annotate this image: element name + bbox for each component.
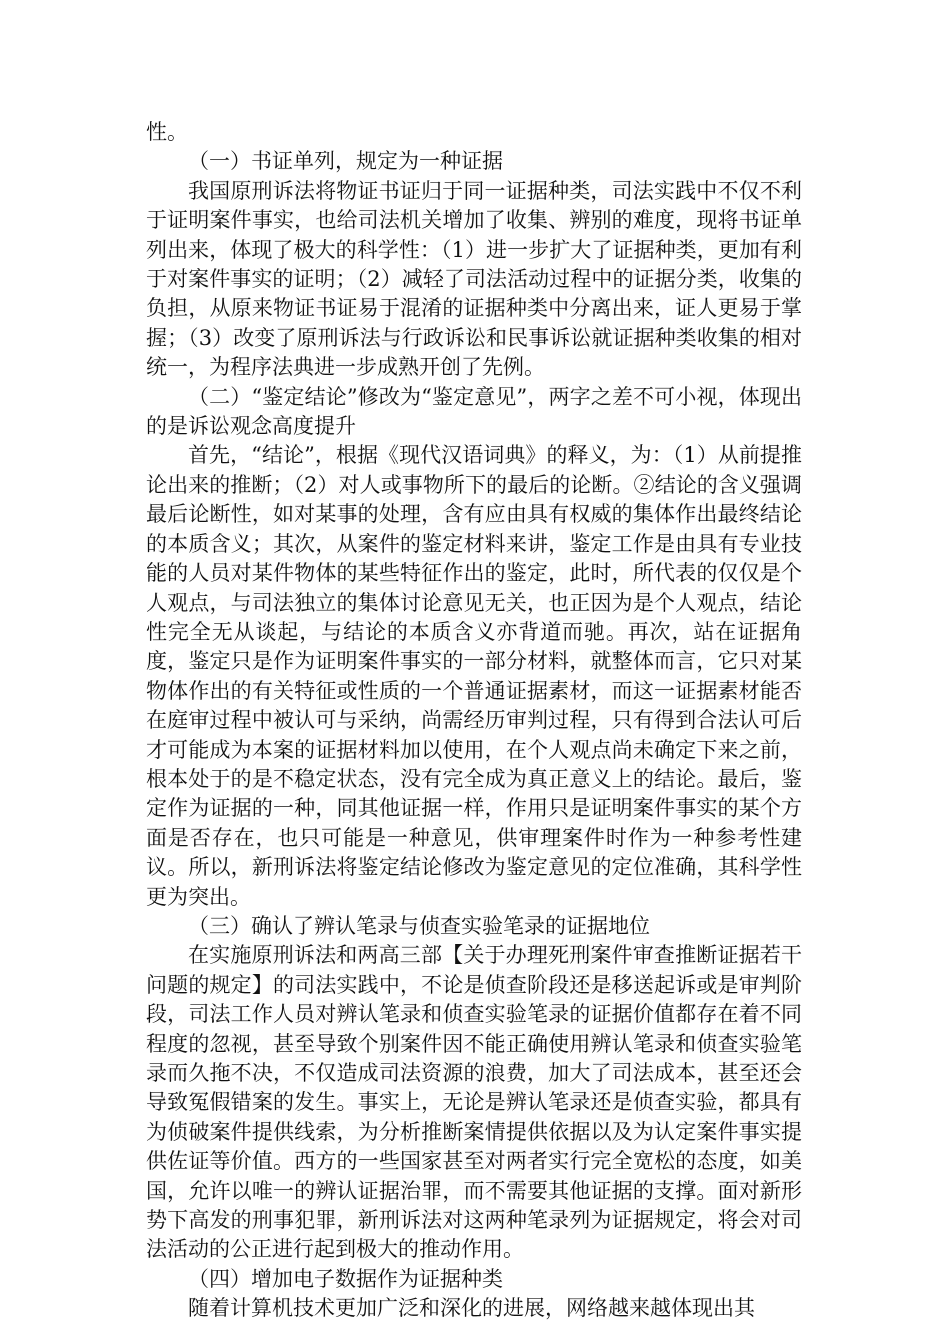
paragraph-3: 在实施原刑诉法和两高三部【关于办理死刑案件审查推断证据若干问题的规定】的司法实践中，不论是侦查阶段还是移送起诉或是审判阶段，司法工作人员对辨认笔录和侦查实验笔录的证据价值都存在着不同程度的忽视，甚至导致个别案件因不能正确使用辨认笔录和侦查实验笔录而久拖不决，不仅造成司法资源的浪费，加大了司法成本，甚至还会导致冤假错案的发生。事实上，无论是辨认笔录还是侦查实验，都具有为侦破案件提供线索，为分析推断案情提供依据以及为认定案件事实提供佐证等价值。西方的一些国家甚至对两者实行完全宽松的态度，如美国，允许以唯一的辨认证据治罪，而不需要其他证据的支撑。面对新形势下高发的刑事犯罪，新刑诉法对这两种笔录列为证据规定，将会对司法活动的公正进行起到极大的推动作用。	[146, 943, 802, 1262]
paragraph-2: 首先，“结论”，根据《现代汉语词典》的释义，为：（1）从前提推论出来的推断；（2）对人或事物所下的最后的论断。②结论的含义强调最后论断性，如对某事的处理，含有应由具有权威的集体作出最终结论的本质含义；其次，从案件的鉴定材料来讲，鉴定工作是由具有专业技能的人员对某件物体的某些特征作出的鉴定，此时，所代表的仅仅是个人观点，与司法独立的集体讨论意见无关，也正因为是个人观点，结论性完全无从谈起，与结论的本质含义亦背道而驰。再次，站在证据角度，鉴定只是作为证明案件事实的一部分材料，就整体而言，它只对某物体作出的有关特征或性质的一个普通证据素材，而这一证据素材能否在庭审过程中被认可与采纳，尚需经历审判过程，只有得到合法认可后才可能成为本案的证据材料加以使用，在个人观点尚未确定下来之前，根本处于的是不稳定状态，没有完全成为真正意义上的结论。最后，鉴定作为证据的一种，同其他证据一样，作用只是证明案件事实的某个方面是否存在，也只可能是一种意见，供审理案件时作为一种参考性建议。所以，新刑诉法将鉴定结论修改为鉴定意见的定位准确，其科学性更为突出。	[146, 443, 802, 909]
section-heading-1: （一）书证单列，规定为一种证据	[188, 149, 503, 174]
document-page	[146, 118, 802, 1324]
paragraph-continuation: 性。	[146, 120, 188, 144]
paragraph-4: 随着计算机技术更加广泛和深化的进展，网络越来越体现出其	[188, 1296, 755, 1321]
section-heading-3: （三）确认了辨认笔录与侦查实验笔录的证据地位	[188, 913, 650, 938]
section-heading-2: （二）“鉴定结论”修改为“鉴定意见”，两字之差不可小视，体现出的是诉讼观念高度提升	[146, 384, 802, 439]
paragraph-1: 我国原刑诉法将物证书证归于同一证据种类，司法实践中不仅不利于证明案件事实，也给司法机关增加了收集、辨别的难度，现将书证单列出来，体现了极大的科学性：（1）进一步扩大了证据种类，更加有利于对案件事实的证明；（2）减轻了司法活动过程中的证据分类，收集的负担，从原来物证书证易于混淆的证据种类中分离出来，证人更易于掌握；（3）改变了原刑诉法与行政诉讼和民事诉讼就证据种类收集的相对统一，为程序法典进一步成熟开创了先例。	[146, 178, 802, 380]
section-heading-4: （四）增加电子数据作为证据种类	[188, 1266, 503, 1291]
